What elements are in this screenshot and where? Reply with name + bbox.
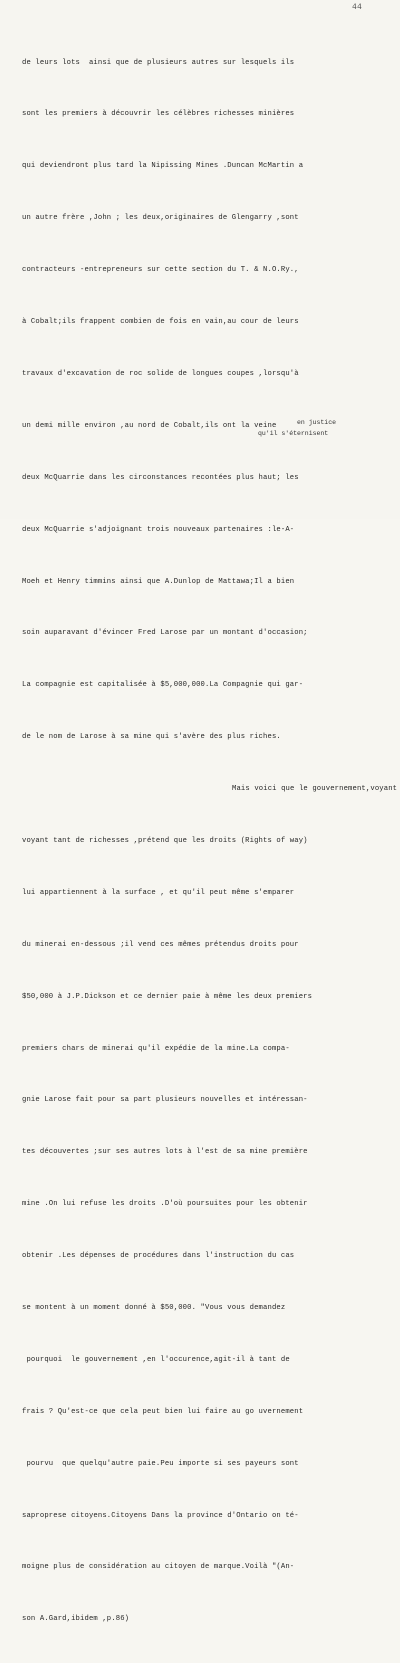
text-line: contracteurs -entrepreneurs sur cette section du T. & N.O.Ry., bbox=[22, 266, 299, 275]
text-line: premiers chars de minerai qu'il expédie de la mine.La compa- bbox=[22, 1044, 290, 1053]
margin-note: qu'il s'éternisent bbox=[258, 430, 329, 437]
text-line: tes découvertes ;sur ses autres lots à l'est de sa mine première bbox=[22, 1148, 308, 1157]
text-line: travaux d'excavation de roc solide de longues coupes ,lorsqu'à bbox=[22, 369, 299, 378]
text-line: lui appartiennent à la surface , et qu'il peut même s'emparer bbox=[22, 888, 295, 897]
text-line: $50,000 à J.P.Dickson et ce dernier paie à même les deux premiers bbox=[22, 992, 313, 1001]
text-line: soin auparavant d'évincer Fred Larose par un montant d'occasion; bbox=[22, 629, 308, 638]
text-line: frais ? Qu'est-ce que cela peut bien lui faire au go uvernement bbox=[22, 1407, 304, 1416]
text-line: deux McQuarrie dans les circonstances recontées plus haut; les bbox=[22, 473, 299, 482]
page-number: 44 bbox=[352, 3, 363, 12]
text-line: un demi mille environ ,au nord de Cobalt,ils ont la veine bbox=[22, 421, 277, 430]
text-line: voyant tant de richesses ,prétend que les droits (Rights of way) bbox=[22, 836, 308, 845]
text-line: mine .On lui refuse les droits .D'où poursuites pour les obtenir bbox=[22, 1200, 308, 1209]
text-line: saproprese citoyens.Citoyens Dans la province d'Ontario on té- bbox=[22, 1511, 299, 1520]
text-line: obtenir .Les dépenses de procédures dans l'instruction du cas bbox=[22, 1252, 295, 1261]
text-line: sont les premiers à découvrir les célèbres richesses minières bbox=[22, 110, 295, 119]
text-line: à Cobalt;ils frappent combien de fois en vain,au cour de leurs bbox=[22, 318, 299, 327]
text-line: Mais voici que le gouvernement,voyant bbox=[232, 785, 398, 794]
text-line: qui deviendront plus tard la Nipissing Mines .Duncan McMartin a bbox=[22, 162, 304, 171]
text-line: un autre frère ,John ; les deux,originaires de Glengarry ,sont bbox=[22, 214, 299, 223]
text-line: La compagnie est capitalisée à $5,000,000.La Compagnie qui gar- bbox=[22, 681, 304, 690]
text-line: deux McQuarrie s'adjoignant trois nouveaux partenaires :le-A- bbox=[22, 525, 295, 534]
text-line: de le nom de Larose à sa mine qui s'avère des plus riches. bbox=[22, 733, 281, 742]
text-line: de leurs lots ainsi que de plusieurs autres sur lesquels ils bbox=[22, 58, 295, 67]
typewritten-text-block bbox=[22, 20, 398, 1663]
text-line: Moeh et Henry timmins ainsi que A.Dunlop de Mattawa;Il a bien bbox=[22, 577, 295, 586]
text-line: du minerai en-dessous ;il vend ces mêmes prétendus droits pour bbox=[22, 940, 299, 949]
text-line: moigne plus de considération au citoyen de marque.Voilà "(An- bbox=[22, 1563, 295, 1572]
text-line: son A.Gard,ibidem ,p.86) bbox=[22, 1615, 130, 1624]
text-line: pourquoi le gouvernement ,en l'occurence,agit-il à tant de bbox=[22, 1355, 290, 1364]
text-line: se montent à un moment donné à $50,000. "Vous vous demandez bbox=[22, 1303, 286, 1312]
margin-note: en justice bbox=[297, 419, 337, 426]
text-line: gnie Larose fait pour sa part plusieurs nouvelles et intéressan- bbox=[22, 1096, 308, 1105]
text-line: pourvu que quelqu'autre paie.Peu importe si ses payeurs sont bbox=[22, 1459, 299, 1468]
